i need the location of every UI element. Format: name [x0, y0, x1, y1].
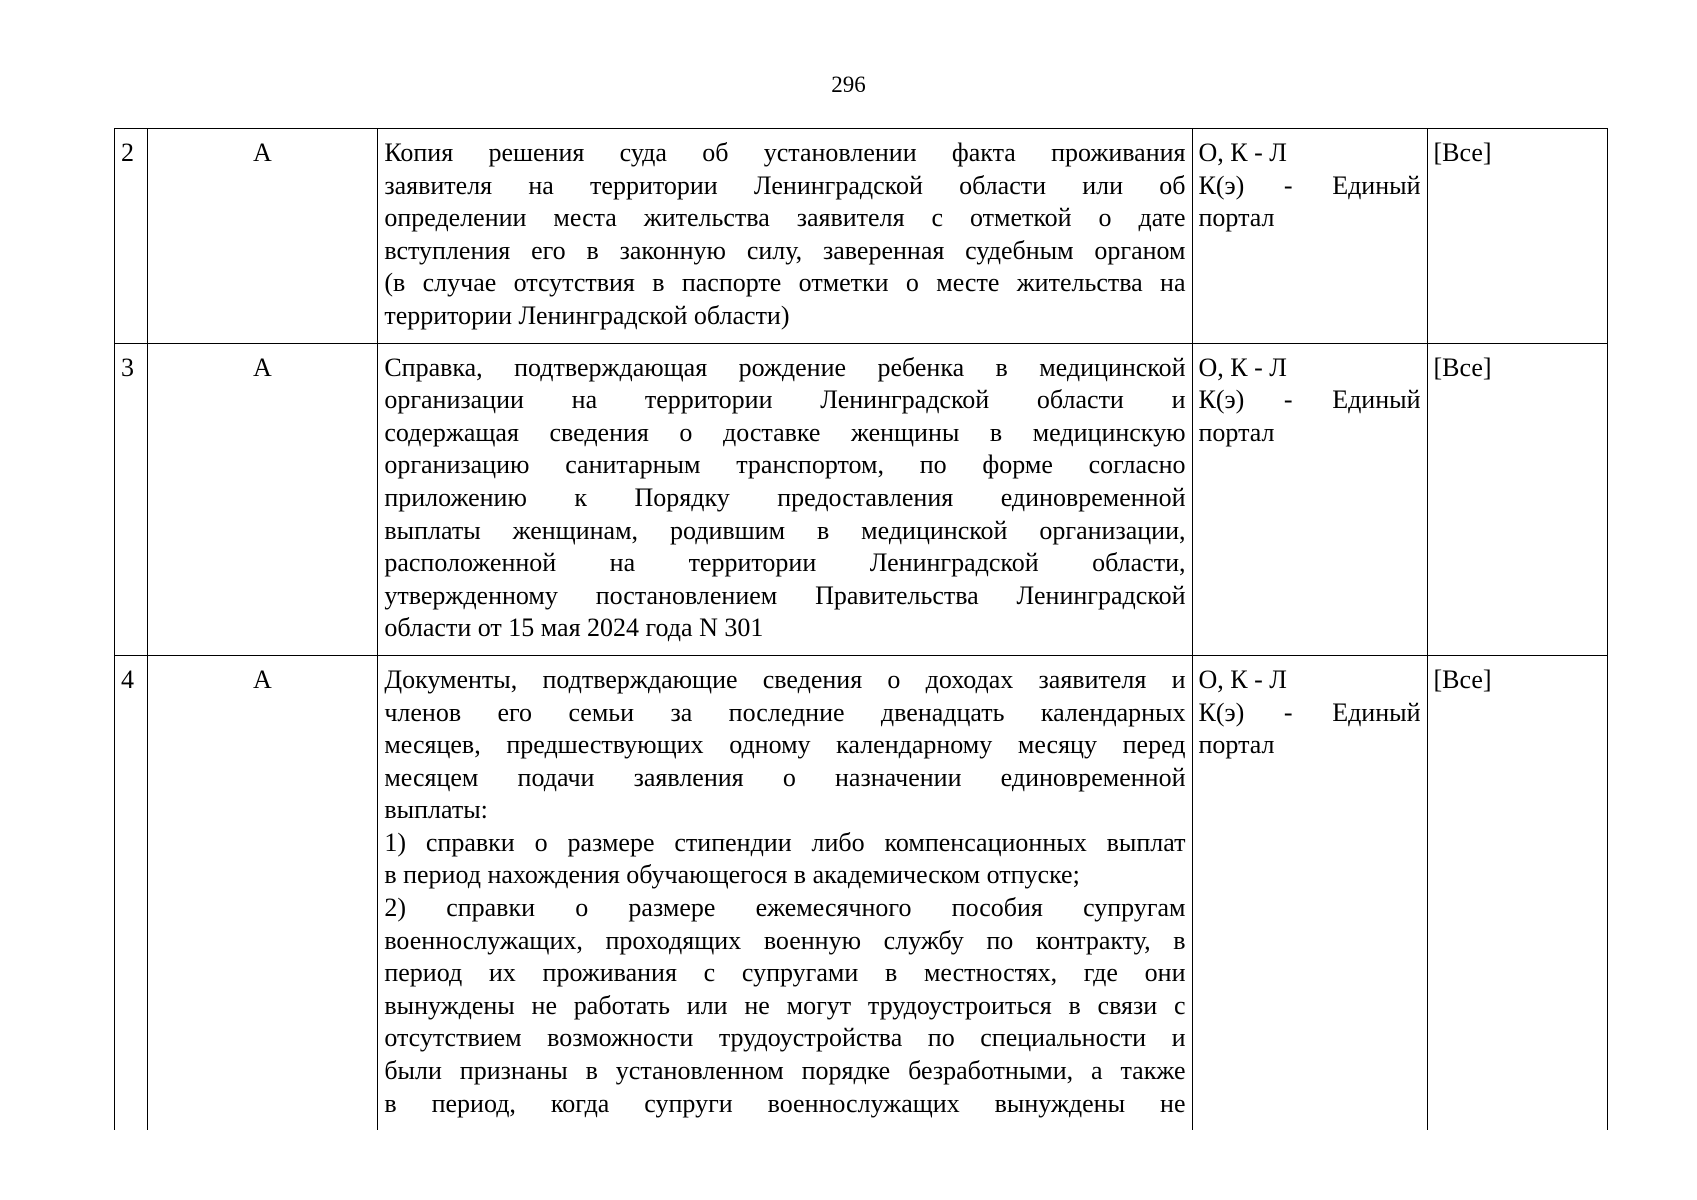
row-category: А	[147, 129, 378, 344]
row-submission-form	[1192, 343, 1427, 655]
row-category: А	[147, 655, 378, 1130]
row-applies-to: [Все]	[1427, 343, 1607, 655]
description-line: приложению к Порядку предоставления единовременной	[384, 482, 1186, 512]
form-line: портал	[1198, 203, 1275, 233]
description-line: утвержденному постановлением Правительства Ленинградской	[384, 580, 1186, 610]
description-line: Справка, подтверждающая рождение ребенка в медицинской	[384, 352, 1186, 382]
description-line: содержащая сведения о доставке женщины в медицинскую	[384, 417, 1186, 447]
description-line: вступления его в законную силу, заверенная судебным органом	[384, 235, 1186, 265]
form-line: О, К - Л	[1198, 138, 1287, 167]
row-applies-to: [Все]	[1427, 655, 1607, 1130]
row-number: 4	[115, 655, 148, 1130]
row-submission-form	[1192, 129, 1427, 344]
description-line: в период нахождения обучающегося в академическом отпуске;	[384, 860, 1080, 890]
description-line: выплаты:	[384, 795, 488, 825]
description-line: заявителя на территории Ленинградской области или об	[384, 170, 1186, 200]
description-line: период их проживания с супругами в местностях, где они	[384, 958, 1186, 988]
row-number: 3	[115, 343, 148, 655]
row-description	[378, 655, 1192, 1130]
table-row	[115, 655, 1608, 1130]
page-bottom-margin	[100, 1134, 1620, 1200]
form-line: К(э) - Единый	[1198, 385, 1421, 415]
form-line: К(э) - Единый	[1198, 697, 1421, 727]
description-line: выплаты женщинам, родившим в медицинской организации,	[384, 515, 1186, 545]
row-description	[378, 129, 1192, 344]
description-line: месяцев, предшествующих одному календарному месяцу перед	[384, 730, 1186, 760]
form-line: О, К - Л	[1198, 664, 1287, 694]
description-line: были признаны в установленном порядке безработными, а также	[384, 1056, 1186, 1086]
description-line: организацию санитарным транспортом, по форме согласно	[384, 450, 1186, 480]
description-line: Документы, подтверждающие сведения о доходах заявителя и	[384, 664, 1186, 694]
description-line: 2) справки о размере ежемесячного пособия супругам	[384, 893, 1186, 923]
description-line: организации на территории Ленинградской области и	[384, 385, 1186, 415]
row-applies-to: [Все]	[1427, 129, 1607, 344]
description-line: области от 15 мая 2024 года N 301	[384, 613, 764, 643]
table-row	[115, 129, 1608, 344]
description-line: 1) справки о размере стипендии либо компенсационных выплат	[384, 827, 1186, 857]
description-line: (в случае отсутствия в паспорте отметки о месте жительства на	[384, 268, 1186, 298]
table-row	[115, 343, 1608, 655]
documents-table	[114, 128, 1608, 1130]
page-number: 296	[831, 72, 866, 97]
description-line: в период, когда супруги военнослужащих вынуждены не	[384, 1088, 1186, 1118]
row-description	[378, 343, 1192, 655]
description-line: Копия решения суда об установлении факта проживания	[384, 138, 1186, 167]
description-line: определении места жительства заявителя с отметкой о дате	[384, 203, 1186, 233]
description-line: отсутствием возможности трудоустройства по специальности и	[384, 1023, 1186, 1053]
form-line: К(э) - Единый	[1198, 170, 1421, 200]
row-number: 2	[115, 129, 148, 344]
description-line: военнослужащих, проходящих военную службу по контракту, в	[384, 925, 1186, 955]
row-submission-form	[1192, 655, 1427, 1130]
row-category: А	[147, 343, 378, 655]
description-line: территории Ленинградской области)	[384, 300, 790, 330]
form-line: портал	[1198, 730, 1275, 760]
description-line: членов его семьи за последние двенадцать календарных	[384, 697, 1186, 727]
form-line: портал	[1198, 417, 1275, 447]
description-line: вынуждены не работать или не могут трудоустроиться в связи с	[384, 990, 1186, 1020]
description-line: расположенной на территории Ленинградской области,	[384, 548, 1186, 578]
description-line: месяцем подачи заявления о назначении единовременной	[384, 762, 1186, 792]
form-line: О, К - Л	[1198, 352, 1287, 382]
